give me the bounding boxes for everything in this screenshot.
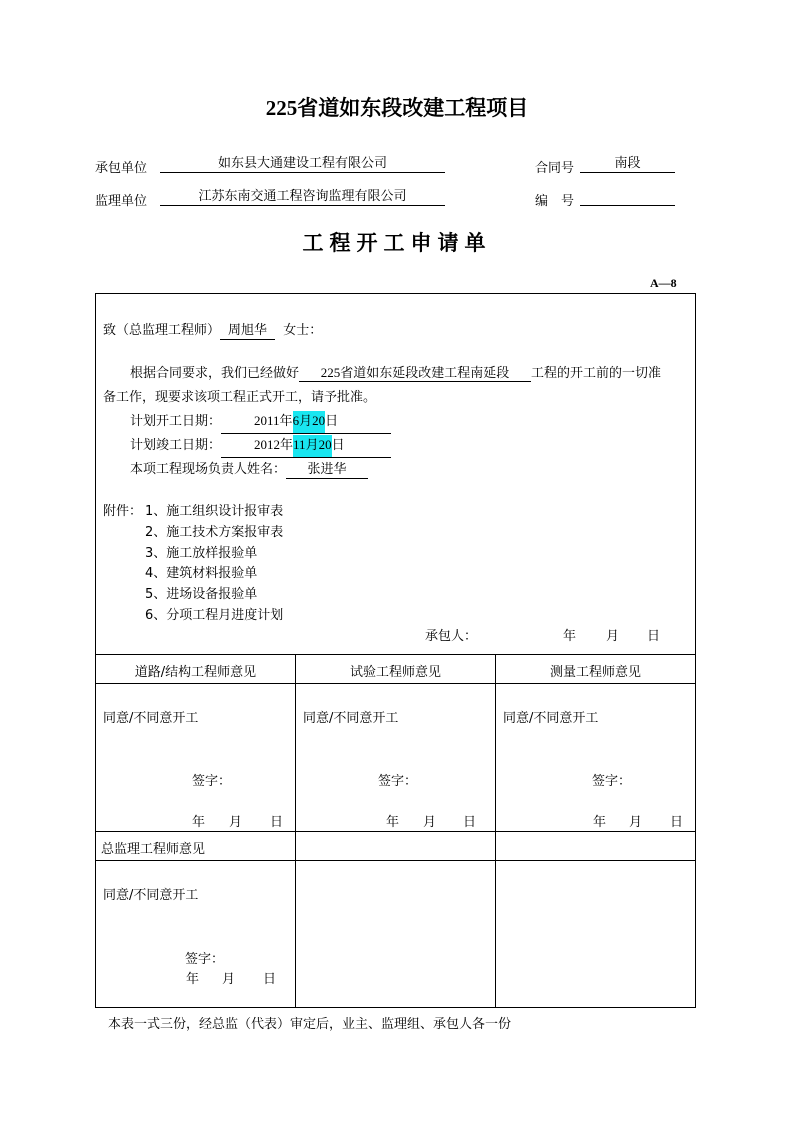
road-engineer-agree-text: 同意/不同意开工 xyxy=(103,711,199,726)
plan-end-label: 计划竣工日期： xyxy=(130,438,222,453)
contractor-label: 承包单位 xyxy=(95,161,148,176)
road-engineer-sign-month: 月 xyxy=(229,815,243,830)
form-title: 工程开工申请单 xyxy=(302,231,492,255)
test-engineer-opinion-header: 试验工程师意见 xyxy=(349,665,441,680)
plan-end-year: 2012 xyxy=(254,437,281,452)
chief-engineer-sign-month: 月 xyxy=(222,972,236,987)
plan-start-year: 2011 xyxy=(254,413,280,428)
plan-start-month: 6 xyxy=(292,413,300,428)
unit-year: 年 xyxy=(280,438,294,453)
attachments-label: 附件： xyxy=(103,504,143,519)
plan-start-label: 计划开工日期： xyxy=(130,414,222,429)
test-engineer-sign-day: 日 xyxy=(463,815,477,830)
survey-engineer-sign-day: 日 xyxy=(670,815,684,830)
survey-engineer-sign-label: 签字： xyxy=(592,774,632,789)
project-title: 225省道如东段改建工程项目 xyxy=(265,96,529,120)
survey-engineer-agree-text: 同意/不同意开工 xyxy=(503,711,599,726)
plan-start-row xyxy=(130,410,391,434)
contractor-sign-label: 承包人： xyxy=(425,629,478,644)
attachment-item: 5、进场设备报验单 xyxy=(145,587,258,602)
supervisor-value: 江苏东南交通工程咨询监理有限公司 xyxy=(160,189,445,206)
to-suffix: 女士： xyxy=(283,323,323,338)
test-engineer-agree-text: 同意/不同意开工 xyxy=(303,711,399,726)
table-divider xyxy=(95,654,696,655)
plan-start-highlight xyxy=(293,411,326,433)
body-suffix: 工程的开工前的一切准 xyxy=(531,366,662,381)
project-name: 225省道如东延段改建工程南延段 xyxy=(299,365,531,382)
plan-end-day: 20 xyxy=(318,437,332,452)
attachment-item: 1、施工组织设计报审表 xyxy=(145,504,284,519)
letter-salutation xyxy=(103,319,322,340)
chief-engineer-agree-text: 同意/不同意开工 xyxy=(103,888,199,903)
footer-note: 本表一式三份，经总监（代表）审定后，业主、监理组、承包人各一份 xyxy=(108,1017,512,1032)
test-engineer-sign-year: 年 xyxy=(386,815,400,830)
attachment-item: 2、施工技术方案报审表 xyxy=(145,525,284,540)
road-engineer-sign-year: 年 xyxy=(192,815,206,830)
attachment-item: 4、建筑材料报验单 xyxy=(145,566,258,581)
supervisor-label: 监理单位 xyxy=(95,194,148,209)
survey-engineer-opinion-header: 测量工程师意见 xyxy=(549,665,641,680)
form-code: A—8 xyxy=(650,276,677,290)
contractor-value: 如东县大通建设工程有限公司 xyxy=(160,156,445,173)
site-person-label: 本项工程现场负责人姓名： xyxy=(130,462,287,477)
unit-day: 日 xyxy=(331,438,345,453)
plan-start-date xyxy=(221,411,391,434)
chief-engineer-sign-year: 年 xyxy=(186,972,200,987)
contractor-sign-day: 日 xyxy=(647,629,661,644)
number-label: 编 号 xyxy=(535,194,575,209)
survey-engineer-sign-year: 年 xyxy=(593,815,607,830)
unit-month: 月 xyxy=(305,438,319,453)
contract-no-label: 合同号 xyxy=(535,161,575,176)
unit-month: 月 xyxy=(299,414,313,429)
plan-end-highlight xyxy=(293,435,332,457)
test-engineer-sign-label: 签字： xyxy=(378,774,418,789)
table-column-divider xyxy=(495,654,496,1008)
plan-end-month: 11 xyxy=(293,437,306,452)
attachment-item: 3、施工放样报验单 xyxy=(145,546,258,561)
test-engineer-sign-month: 月 xyxy=(423,815,437,830)
road-engineer-sign-label: 签字： xyxy=(192,774,232,789)
table-column-divider xyxy=(295,654,296,1008)
table-divider xyxy=(95,860,696,861)
road-engineer-sign-day: 日 xyxy=(270,815,284,830)
table-divider xyxy=(95,683,696,684)
to-prefix: 致（总监理工程师） xyxy=(103,323,221,338)
site-person-row xyxy=(130,458,368,479)
plan-end-date xyxy=(221,435,391,458)
unit-day: 日 xyxy=(325,414,339,429)
survey-engineer-sign-month: 月 xyxy=(629,815,643,830)
number-value xyxy=(580,189,675,206)
chief-engineer-opinion-header: 总监理工程师意见 xyxy=(101,842,206,857)
body-prefix: 根据合同要求，我们已经做好 xyxy=(130,366,300,381)
table-divider xyxy=(95,831,696,832)
engineer-name: 周旭华 xyxy=(220,323,275,340)
contract-no-value: 南段 xyxy=(580,156,675,173)
attachment-item: 6、分项工程月进度计划 xyxy=(145,608,284,623)
site-person-name: 张进华 xyxy=(286,462,368,479)
contractor-sign-year: 年 xyxy=(563,629,577,644)
plan-start-day: 20 xyxy=(312,413,326,428)
letter-body-line2: 备工作，现要求该项工程正式开工，请予批准。 xyxy=(103,390,377,405)
contractor-sign-month: 月 xyxy=(606,629,620,644)
road-engineer-opinion-header: 道路/结构工程师意见 xyxy=(134,665,257,680)
chief-engineer-sign-day: 日 xyxy=(263,972,277,987)
unit-year: 年 xyxy=(279,414,293,429)
letter-body-line1 xyxy=(130,362,661,382)
plan-end-row xyxy=(130,434,391,458)
chief-engineer-sign-label: 签字： xyxy=(185,952,225,967)
